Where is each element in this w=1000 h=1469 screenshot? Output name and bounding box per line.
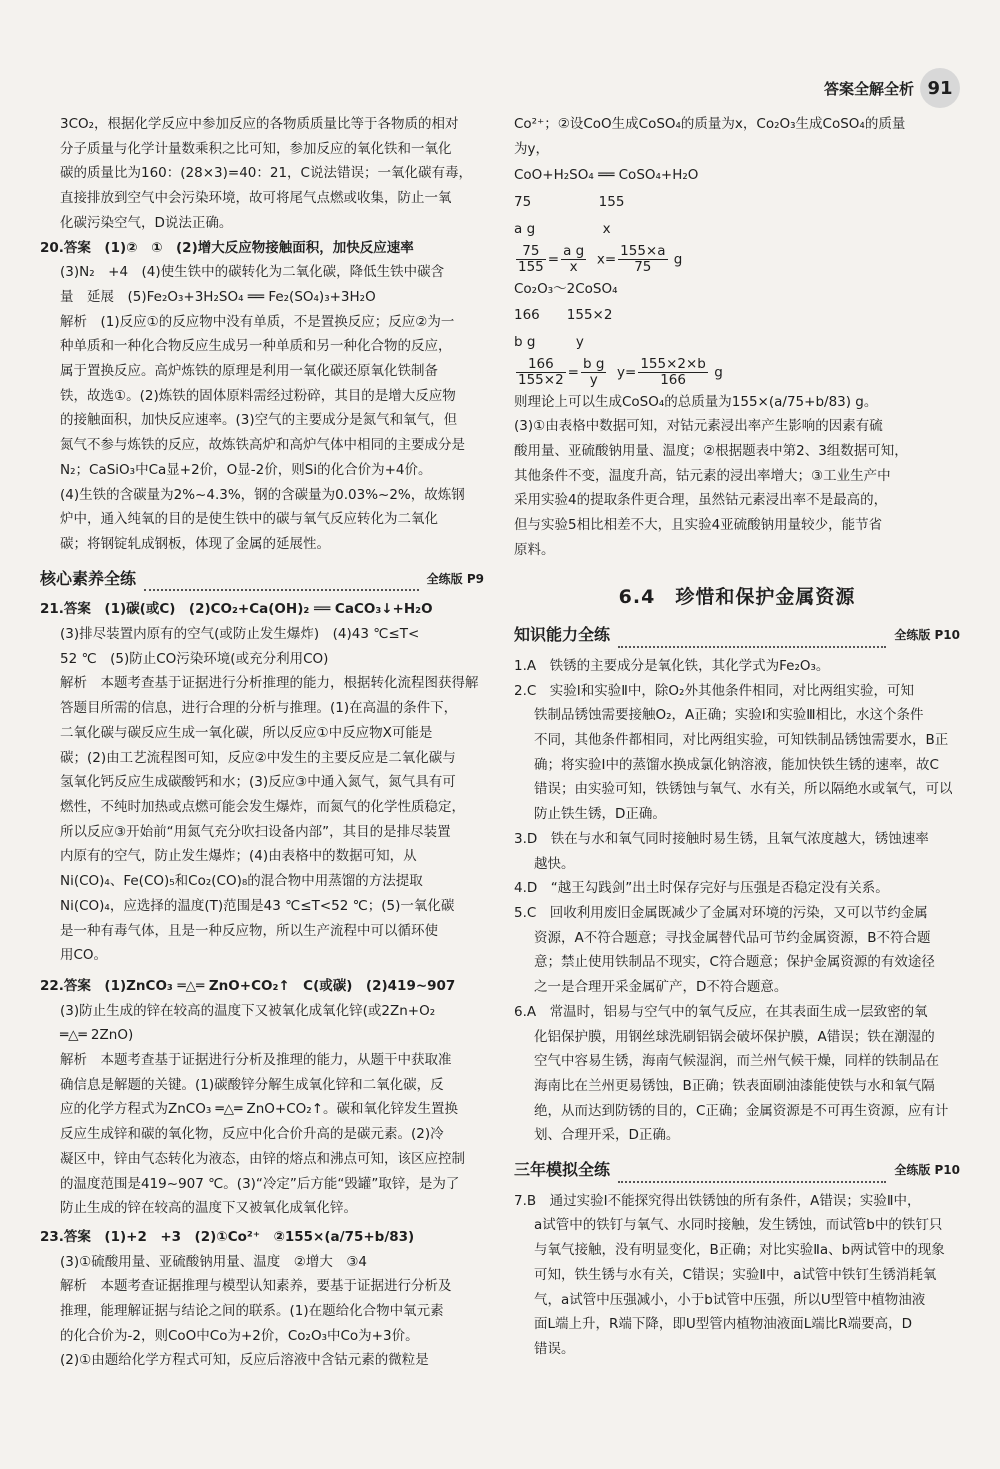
section-version: 全练版 P10 — [894, 1163, 960, 1178]
text-line: 凝区中，锌由气态转化为液态，由锌的熔点和沸点可知，该区应控制 — [60, 1150, 465, 1167]
text-line: Ni(CO)₄、Fe(CO)₅和Co₂(CO)₈的混合物中用蒸馏的方法提取 — [60, 873, 423, 890]
text-line: 可知，铁生锈与水有关，C错误；实验Ⅱ中，a试管中铁钉生锈消耗氧 — [534, 1266, 937, 1283]
ratio-y: $\frac{166}{155\times 2}$ = $\frac{\text{b g}}{y}$ y= $\frac{155\times 2\times b}{166}$ g — [518, 355, 723, 388]
text-line: 空气中容易生锈，海南气候湿润，而兰州气候干燥，同样的铁制品在 — [534, 1053, 939, 1070]
dotted-divider — [618, 1173, 886, 1183]
fraction — [638, 357, 708, 388]
y-label: y= — [617, 364, 637, 381]
text-line: 解析 本题考查证据推理与模型认知素养，要基于证据进行分析及 — [60, 1278, 452, 1295]
text-line: 气，a试管中压强减小，小于b试管中压强，所以U型管中植物油液 — [534, 1291, 926, 1308]
text-line: a试管中的铁钉与氧气、水同时接触，发生锈蚀，而试管b中的铁钉只 — [534, 1217, 943, 1234]
numerator: b g — [582, 355, 605, 372]
section-title: 知识能力全练 — [514, 625, 611, 645]
text-line: 所以反应③开始前“用氮气充分吹扫设备内部”，其目的是排尽装置 — [60, 823, 451, 840]
text-line: 则理论上可以生成CoSO₄的总质量为155×(a/75+b/83) g。 — [514, 393, 878, 410]
text-line: 化碳污染空气，D说法正确。 — [60, 214, 233, 231]
text-line: 3.D 铁在与水和氧气同时接触时易生锈，且氧气浓度越大，锈蚀速率 — [514, 830, 929, 847]
numerator: 166 — [516, 357, 566, 373]
text-line: (2)①由题给化学方程式可知，反应后溶液中含钴元素的微粒是 — [60, 1352, 429, 1369]
text-line: 划、合理开采，D正确。 — [534, 1127, 680, 1144]
text-line: 4.D “越王勾践剑”出土时保存完好与压强是否稳定没有关系。 — [514, 880, 889, 897]
text-line: 2.C 实验Ⅰ和实验Ⅱ中，除O₂外其他条件相同，对比两组实验，可知 — [514, 682, 914, 699]
text-line: 与氧气接触，没有明显变化，B正确；对比实验Ⅱa、b两试管中的现象 — [534, 1242, 945, 1259]
denominator: 166 — [660, 371, 686, 388]
text-line: (3)N₂ +4 (4)使生铁中的碳转化为二氧化碳，降低生铁中碳含 — [60, 264, 445, 281]
text-line: 确信息是解题的关键。(1)碳酸锌分解生成氧化锌和二氧化碳，反 — [60, 1076, 444, 1093]
ratio-x: $\frac{75}{155}$ = $\frac{\text{a g}}{x}$ x= $\frac{155\times a}{75}$ g — [518, 242, 683, 275]
text-line: 碳；(2)由工艺流程图可知，反应②中发生的主要反应是二氧化碳与 — [60, 749, 456, 766]
denominator: 75 — [634, 258, 652, 275]
text-line: 绝，从而达到防锈的目的，C正确；金属资源是不可再生资源，应有计 — [534, 1102, 949, 1119]
denominator: 155×2 — [518, 371, 564, 388]
calculation-block — [514, 163, 960, 414]
answer-line: 22.答案 (1)ZnCO₃ ═△═ ZnO+CO₂↑ C(或碳) (2)419~907 — [40, 977, 456, 994]
page-number: 91 — [920, 68, 960, 108]
text-line: 碳；将钢锭轧成钢板，体现了金属的延展性。 — [60, 535, 330, 552]
section-heading-core — [40, 567, 484, 592]
text-line: 解析 (1)反应①的反应物中没有单质，不是置换反应；反应②为一 — [60, 313, 455, 330]
text-line: 1.A 铁锈的主要成分是氧化铁，其化学式为Fe₂O₃。 — [514, 657, 830, 674]
text-line: 应的化学方程式为ZnCO₃ ═△═ ZnO+CO₂↑。碳和氧化锌发生置换 — [60, 1101, 459, 1118]
text-line: 错误。 — [534, 1340, 575, 1357]
text-line: 确；将实验Ⅰ中的蒸馏水换成氯化钠溶液，能加快铁生锈的速率，故C — [534, 756, 939, 773]
answer-line: 21.答案 (1)碳(或C) (2)CO₂+Ca(OH)₂ ══ CaCO₃↓+H₂O — [40, 601, 433, 618]
text-line: 5.C 回收利用废旧金属既减少了金属对环境的污染，又可以节约金属 — [514, 904, 928, 921]
question-23-part3 — [514, 414, 960, 562]
text-line: 其他条件不变，温度升高，钴元素的浸出率增大；③工业生产中 — [514, 467, 891, 484]
text-line: 7.B 通过实验Ⅰ不能探究得出铁锈蚀的所有条件，A错误；实验Ⅱ中， — [514, 1192, 921, 1209]
text-line: 炉中，通入纯氧的目的是使生铁中的碳与氧气反应转化为二氧化 — [60, 511, 438, 528]
text-line: 的化合价为-2，则CoO中Co为+2价，Co₂O₃中Co为+3价。 — [60, 1327, 419, 1344]
text-line: 防止生成的锌在较高的温度下又被氧化成氧化锌。 — [60, 1200, 357, 1217]
fraction — [581, 357, 606, 388]
text-line: 碳的质量比为160：(28×3)=40：21，C说法错误；一氧化碳有毒， — [60, 165, 472, 182]
text-line: (4)生铁的含碳量为2%~4.3%，钢的含碳量为0.03%~2%，故炼钢 — [60, 486, 465, 503]
value-line: b g y — [514, 333, 584, 350]
denominator: y — [589, 371, 598, 388]
fraction — [618, 244, 667, 275]
numerator: a g — [563, 242, 585, 259]
text-line: ═△═ 2ZnO) — [60, 1027, 134, 1044]
question-23 — [40, 1225, 484, 1373]
text-line: 52 ℃ (5)防止CO污染环境(或充分利用CO) — [60, 650, 329, 667]
left-column — [40, 112, 484, 1373]
question-20 — [40, 236, 484, 557]
text-line: 之一是合理开采金属矿产，D不符合题意。 — [534, 979, 788, 996]
denominator: x — [569, 258, 578, 275]
equation-line: CoO+H₂SO₄ ══ CoSO₄+H₂O — [514, 167, 699, 184]
text-line: 种单质和一种化合物反应生成另一种单质和另一种化合物的反应， — [60, 338, 452, 355]
text-line: 是一种有毒气体，且是一种反应物，所以生产流程中可以循环使 — [60, 922, 438, 939]
fraction — [516, 357, 566, 388]
text-line: 采用实验4的提取条件更合理，虽然钴元素浸出率不是最高的， — [514, 492, 888, 509]
text-line: 意；禁止使用铁制品不现实，C符合题意；保护金属资源的有效途径 — [534, 954, 935, 971]
text-line: 防止铁生锈，D正确。 — [534, 806, 666, 823]
text-line: 海南比在兰州更易锈蚀，B正确；铁表面刷油漆能使铁与水和氧气隔 — [534, 1077, 935, 1094]
x-label: x= — [596, 251, 617, 268]
section-heading-knowledge — [514, 623, 960, 648]
text-line: 的接触面积，加快反应速率。(3)空气的主要成分是氮气和氧气，但 — [60, 412, 458, 429]
text-line: 铁，故选①。(2)炼铁的固体原料需经过粉碎，其目的是增大反应物 — [60, 387, 456, 404]
text-line: N₂；CaSiO₃中Ca显+2价，O显-2价，则Si的化合价为+4价。 — [60, 461, 432, 478]
text-line: 氮气不参与炼铁的反应，故炼铁高炉和高炉气体中相同的主要成分是 — [60, 437, 465, 454]
text-line: 3CO₂，根据化学反应中参加反应的各物质质量比等于各物质的相对 — [60, 116, 459, 132]
text-line: 原料。 — [514, 541, 555, 558]
mass-line: 166 155×2 — [514, 307, 613, 324]
text-line: (3)①硫酸用量、亚硫酸钠用量、温度 ②增大 ③4 — [60, 1253, 368, 1270]
dotted-divider — [618, 638, 886, 648]
section-title: 核心素养全练 — [40, 568, 137, 588]
text-line: (3)排尽装置内原有的空气(或防止发生爆炸) (4)43 ℃≤T< — [60, 626, 420, 643]
text-line: Co²⁺；②设CoO生成CoSO₄的质量为x，Co₂O₃生成CoSO₄的质量 — [514, 116, 906, 132]
text-line: 化铝保护膜，用钢丝球洗刷铝锅会破坏保护膜，A错误；铁在潮湿的 — [534, 1028, 935, 1045]
questions-1-6 — [514, 654, 960, 1148]
text-line: 面L端上升，R端下降，即U型管内植物油液面L端比R端要高，D — [534, 1316, 913, 1333]
text-line: 不同，其他条件都相同，对比两组实验，可知铁制品锈蚀需要水，B正 — [534, 732, 949, 749]
intro-block — [40, 112, 484, 236]
section-version: 全练版 P9 — [426, 571, 484, 586]
chapter-title: 6.4 珍惜和保护金属资源 — [618, 585, 856, 608]
text-line: 答题目所需的信息，进行合理的分析与推理。(1)在高温的条件下， — [60, 700, 458, 717]
text-line: 属于置换反应。高炉炼铁的原理是利用一氧化碳还原氧化铁制备 — [60, 363, 438, 380]
text-line: 燃性，不纯时加热或点燃可能会发生爆炸，而氮气的化学性质稳定， — [60, 798, 465, 815]
page-header — [824, 68, 960, 108]
text-line: 推理，能理解证据与结论之间的联系。(1)在题给化合物中氧元素 — [60, 1303, 444, 1320]
unit: g — [673, 251, 683, 268]
question-7 — [514, 1189, 960, 1362]
text-line: 资源，A不符合题意；寻找金属替代品可节约金属资源，B不符合题 — [534, 929, 931, 946]
text-line: 6.A 常温时，铝易与空气中的氧气反应，在其表面生成一层致密的氧 — [514, 1003, 928, 1020]
text-line: 用CO。 — [60, 947, 108, 964]
answer-line: 20.答案 (1)② ① (2)增大反应物接触面积，加快反应速率 — [40, 239, 414, 256]
right-column — [514, 112, 960, 1362]
mass-line: 75 155 — [514, 194, 625, 211]
header-title: 答案全解全析 — [823, 79, 914, 98]
text-line: 分子质量与化学计量数乘积之比可知，参加反应的氧化铁和一氧化 — [60, 140, 452, 157]
answer-line: 23.答案 (1)+2 +3 (2)①Co²⁺ ②155×(a/75+b/83) — [40, 1228, 415, 1245]
unit: g — [714, 364, 723, 381]
section-version: 全练版 P10 — [894, 628, 960, 643]
numerator: 155×2×b — [640, 355, 706, 372]
text-line: 内原有的空气，防止发生爆炸；(4)由表格中的数据可知，从 — [60, 848, 417, 865]
section-heading-three-year — [514, 1158, 960, 1183]
text-line: 解析 本题考查基于证据进行分析推理的能力，根据转化流程图获得解 — [60, 675, 479, 692]
numerator: 75 — [516, 244, 546, 260]
text-line: 直接排放到空气中会污染环境，故可将尾气点燃或收集，防止一氧 — [60, 190, 452, 207]
question-22 — [40, 974, 484, 1221]
text-line: Ni(CO)₄，应选择的温度(T)范围是43 ℃≤T<52 ℃；(5)一氧化碳 — [60, 897, 455, 914]
text-line: 解析 本题考查基于证据进行分析及推理的能力，从题干中获取准 — [60, 1052, 452, 1069]
text-line: (3)①由表格中数据可知，对钴元素浸出率产生影响的因素有硫 — [514, 418, 883, 435]
text-line: 反应生成锌和碳的氧化物，反应中化合价升高的是碳元素。(2)冷 — [60, 1126, 444, 1143]
equation-line: Co₂O₃～2CoSO₄ — [514, 280, 618, 297]
text-line: 酸用量、亚硫酸钠用量、温度；②根据题表中第2、3组数据可知， — [514, 443, 908, 460]
section-title: 三年模拟全练 — [514, 1160, 611, 1180]
text-line: 的温度范围是419~907 ℃。(3)“冷定”后方能“毁罐”取锌，是为了 — [60, 1175, 460, 1192]
text-line: 但与实验5相比相差不大，且实验4亚硫酸钠用量较少，能节省 — [514, 517, 883, 534]
fraction — [516, 244, 546, 275]
fraction — [561, 244, 586, 275]
question-21 — [40, 597, 484, 968]
text-line: 量 延展 (5)Fe₂O₃+3H₂SO₄ ══ Fe₂(SO₄)₃+3H₂O — [60, 288, 376, 305]
denominator: 155 — [518, 258, 544, 275]
text-line: (3)防止生成的锌在较高的温度下又被氧化成氧化锌(或2Zn+O₂ — [60, 1002, 436, 1019]
value-line: a g x — [514, 220, 611, 237]
text-line: 氢氧化钙反应生成碳酸钙和水；(3)反应③中通入氮气，氮气具有可 — [60, 774, 456, 791]
text-line: 为y， — [514, 140, 549, 157]
text-line: 铁制品锈蚀需要接触O₂，A正确；实验Ⅰ和实验Ⅲ相比，水这个条件 — [534, 707, 924, 724]
numerator: 155×a — [620, 242, 666, 259]
dotted-divider — [144, 581, 419, 591]
text-line: 错误；由实验可知，铁锈蚀与氧气、水有关，所以隔绝水或氧气，可以 — [534, 781, 953, 798]
text-line: 二氧化碳与碳反应生成一氧化碳，所以反应①中反应物X可能是 — [60, 724, 433, 741]
text-line: 越快。 — [534, 855, 575, 872]
